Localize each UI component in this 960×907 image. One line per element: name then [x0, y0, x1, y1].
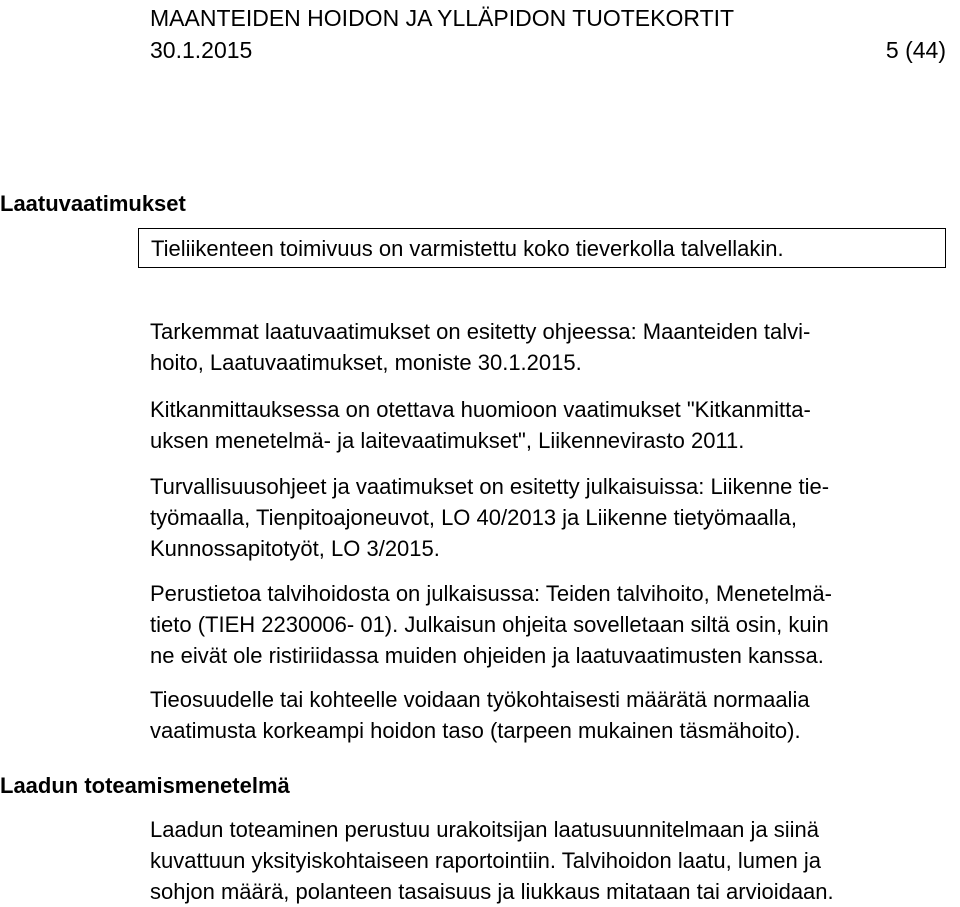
page-number: 5 (44)	[885, 37, 946, 63]
text-line: Tarkemmat laatuvaatimukset on esitetty ohjeessa: Maanteiden talvi-	[150, 319, 811, 344]
text-line: Turvallisuusohjeet ja vaatimukset on esitetty julkaisuissa: Liikenne tie-	[150, 474, 830, 499]
text-line: hoito, Laatuvaatimukset, moniste 30.1.2015.	[150, 350, 582, 375]
text-line: Laadun toteaminen perustuu urakoitsijan laatusuunnitelmaan ja siinä	[150, 817, 820, 842]
text-line: Kunnossapitotyöt, LO 3/2015.	[150, 536, 440, 561]
section-heading-quality-verification: Laadun toteamismenetelmä	[0, 773, 290, 798]
text-line: Kitkanmittauksessa on otettava huomioon vaatimukset "Kitkanmitta-	[150, 397, 811, 422]
text-line: kuvattuun yksityiskohtaiseen raportointiin. Talvihoidon laatu, lumen ja	[150, 848, 821, 873]
text-line: uksen menetelmä- ja laitevaatimukset", Liikennevirasto 2011.	[150, 428, 745, 453]
paragraph-higher-service-level	[150, 684, 810, 746]
paragraph-winter-maintenance-basics	[150, 578, 832, 671]
paragraph-safety-instructions	[150, 471, 829, 564]
paragraph-friction-measurement	[150, 394, 811, 456]
paragraph-quality-verification	[150, 814, 834, 907]
section-heading-quality-requirements: Laatuvaatimukset	[0, 191, 186, 216]
text-line: ne eivät ole ristiriidassa muiden ohjeiden ja laatuvaatimusten kanssa.	[150, 643, 824, 668]
document-date: 30.1.2015	[150, 37, 253, 63]
paragraph-detailed-requirements	[150, 316, 810, 378]
text-line: sohjon määrä, polanteen tasaisuus ja liukkaus mitataan tai arvioidaan.	[150, 879, 834, 904]
text-line: tieto (TIEH 2230006- 01). Julkaisun ohjeita sovelletaan siltä osin, kuin	[150, 612, 829, 637]
text-line: Perustietoa talvihoidosta on julkaisussa: Teiden talvihoito, Menetelmä-	[150, 581, 832, 606]
document-title: MAANTEIDEN HOIDON JA YLLÄPIDON TUOTEKORTIT	[150, 5, 735, 31]
boxed-requirement	[138, 228, 946, 268]
text-line: vaatimusta korkeampi hoidon taso (tarpeen mukainen täsmähoito).	[150, 718, 801, 743]
boxed-requirement-text: Tieliikenteen toimivuus on varmistettu koko tieverkolla talvellakin.	[151, 236, 784, 261]
text-line: työmaalla, Tienpitoajoneuvot, LO 40/2013 ja Liikenne tietyömaalla,	[150, 505, 797, 530]
text-line: Tieosuudelle tai kohteelle voidaan työkohtaisesti määrätä normaalia	[150, 687, 810, 712]
